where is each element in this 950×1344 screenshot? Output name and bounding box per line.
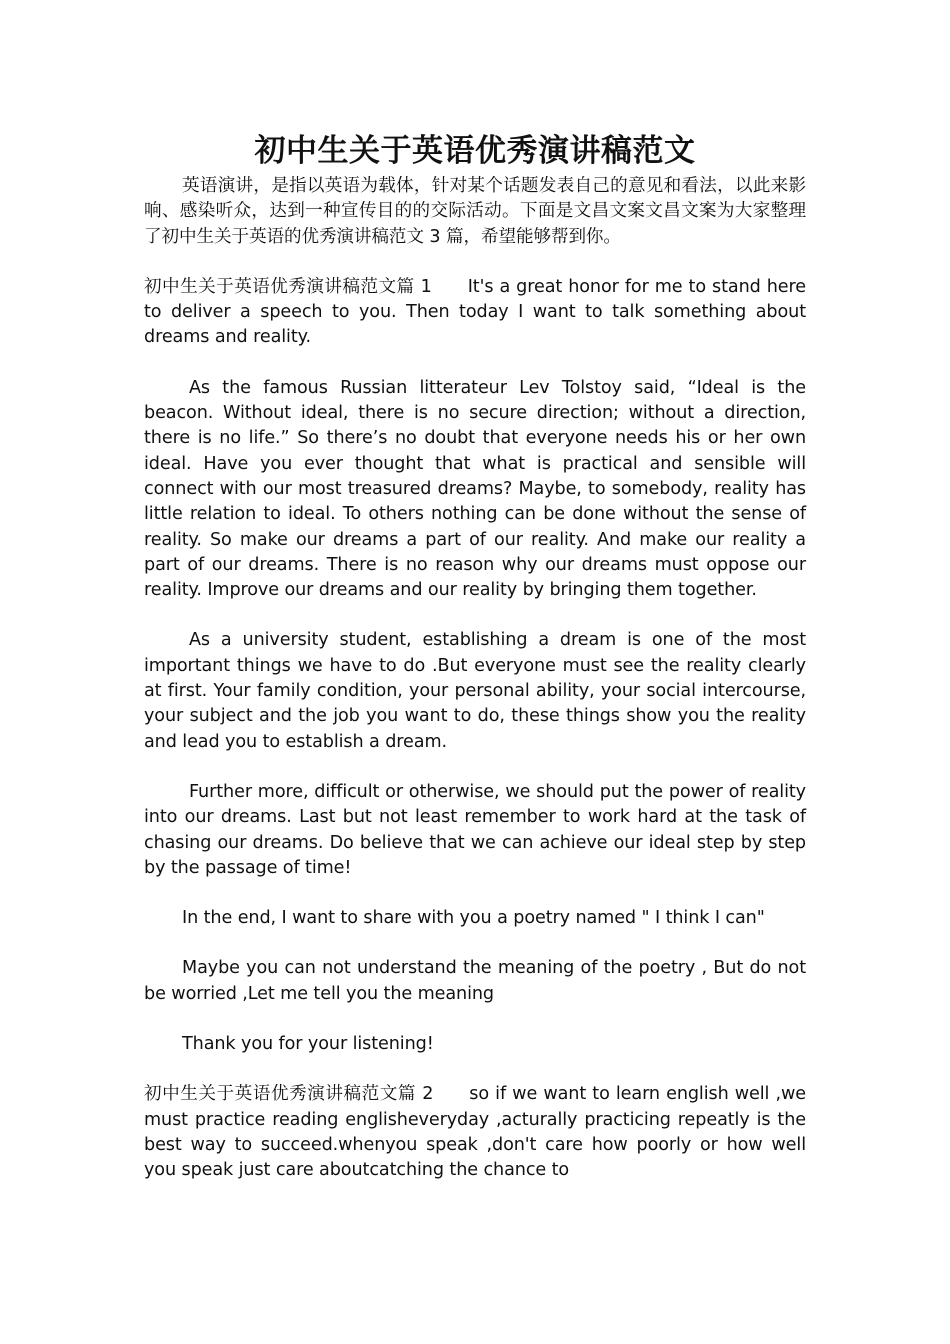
body-paragraph-1: As the famous Russian litterateur Lev Tolstoy said, “Ideal is the beacon. Without ideal, there is no secure direction; without a direction, there is no life.” So there’s no doubt that everyone needs his or her own ideal. Have you ever thought that what is practical and sensible will connect with our most treasured dreams? Maybe, to somebody, reality has little relation to ideal. To others nothing can be done without the sense of reality. So make our dreams a part of our reality. And make our reality a part of our dreams. There is no reason why our dreams must oppose our reality. Improve our dreams and our reality by bringing them together. [144, 377, 806, 601]
section-1-paragraph [144, 275, 806, 351]
section-1-heading: 初中生关于英语优秀演讲稿范文篇 1 [144, 276, 432, 297]
section-2-paragraph [144, 1082, 806, 1183]
body-paragraph-3: Further more, difficult or otherwise, we should put the power of reality into our dreams. Last but not least remember to work hard at the task of chasing our dreams. Do believe that we can achieve our ideal step by step by the passage of time! [144, 781, 806, 878]
page-title: 初中生关于英语优秀演讲稿范文 [254, 133, 696, 169]
section-2-heading: 初中生关于英语优秀演讲稿范文篇 2 [144, 1084, 434, 1105]
section-1-text: It's a great honor for me to stand here to deliver a speech to you. Then today I want to talk something about dreams and reality. [144, 276, 806, 348]
intro-paragraph: 英语演讲，是指以英语为载体，针对某个话题发表自己的意见和看法，以此来影响、感染听众，达到一种宣传目的的交际活动。下面是文昌文案文昌文案为大家整理了初中生关于英语的优秀演讲稿范文 3 篇，希望能够帮到你。 [144, 176, 806, 247]
body-paragraph-5: Maybe you can not understand the meaning of the poetry , But do not be worried ,Let me tell you the meaning [144, 958, 806, 1004]
body-paragraph-4: In the end, I want to share with you a poetry named " I think I can" [182, 908, 765, 929]
body-paragraph-2: As a university student, establishing a dream is one of the most important things we have to do .But everyone must see the reality clearly at first. Your family condition, your personal ability, your social intercourse, your subject and the job you want to do, these things show you the reality and lead you to establish a dream. [144, 630, 806, 752]
document-page [144, 128, 806, 1184]
body-paragraph-6: Thank you for your listening! [182, 1034, 434, 1055]
section-2-text: so if we want to learn english well ,we must practice reading englisheveryday ,acturally practicing repeatly is the best way to succeed.whenyou speak ,don't care how poorly or how well you speak just care aboutcatching the chance to [144, 1084, 806, 1181]
